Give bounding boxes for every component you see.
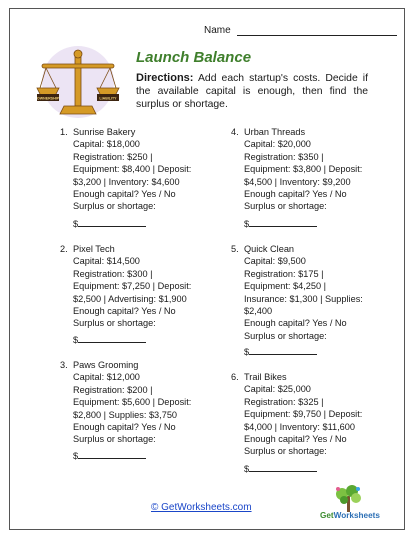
problem-body <box>73 126 228 213</box>
problem-line: Equipment: $3,800 | Deposit: <box>244 164 363 175</box>
problem-line: Capital: $12,000 <box>73 372 140 383</box>
problem-line: $2,500 | Advertising: $1,900 <box>73 293 187 304</box>
problem-line: Surplus or shortage: <box>73 434 156 445</box>
problem-line: Enough capital? Yes / No <box>73 422 176 433</box>
answer-blank[interactable] <box>78 450 146 459</box>
problem-body <box>244 126 399 213</box>
problem-line: Enough capital? Yes / No <box>244 318 347 329</box>
answer-prefix: $ <box>244 464 250 474</box>
problem-company-name: Urban Threads <box>244 127 306 137</box>
answer-field <box>244 346 317 358</box>
problem-line: Enough capital? Yes / No <box>73 189 176 200</box>
problem-number: 5. <box>231 244 239 254</box>
problem-number: 1. <box>60 127 68 137</box>
problem-body <box>73 359 228 446</box>
problem-body <box>244 243 399 342</box>
answer-prefix: $ <box>73 451 79 461</box>
footer-link[interactable]: © GetWorksheets.com <box>151 502 252 513</box>
directions-text: Add each startup's costs. Decide if the available capital is enough, then find the surplus or shortage. <box>136 73 368 110</box>
problem-line: $2,800 | Supplies: $3,750 <box>73 409 178 420</box>
name-blank[interactable] <box>237 26 397 36</box>
problem-line: $4,000 | Inventory: $11,600 <box>244 421 356 432</box>
problem-company-name: Pixel Tech <box>73 244 115 254</box>
problem-line: Enough capital? Yes / No <box>244 189 347 200</box>
answer-blank[interactable] <box>78 218 146 227</box>
answer-prefix: $ <box>244 347 250 357</box>
problem-line: $2,400 <box>244 306 273 317</box>
directions <box>136 72 368 111</box>
problem-body <box>73 243 228 330</box>
problem-number: 6. <box>231 372 239 382</box>
problem-number: 3. <box>60 360 68 370</box>
problem-line: Capital: $14,500 <box>73 256 140 267</box>
answer-field <box>73 218 146 230</box>
name-field <box>204 25 397 36</box>
problem-company-name: Quick Clean <box>244 244 295 254</box>
problem-company-name: Paws Grooming <box>73 360 139 370</box>
directions-label: Directions: <box>136 72 194 84</box>
problem-line: $3,200 | Inventory: $4,600 <box>73 176 180 187</box>
problem-number: 2. <box>60 244 68 254</box>
problem-body <box>244 371 399 458</box>
problem-line: Registration: $325 | <box>244 396 324 407</box>
problem-line: Equipment: $7,250 | Deposit: <box>73 281 192 292</box>
problem-line: Equipment: $9,750 | Deposit: <box>244 409 363 420</box>
problem-line: Enough capital? Yes / No <box>73 306 176 317</box>
answer-field <box>244 218 317 230</box>
problem-line: Equipment: $4,250 | <box>244 281 327 292</box>
problem-line: Surplus or shortage: <box>244 330 327 341</box>
problem-line: Equipment: $5,600 | Deposit: <box>73 397 192 408</box>
answer-blank[interactable] <box>249 218 317 227</box>
problem-line: Surplus or shortage: <box>73 318 156 329</box>
problem-line: Enough capital? Yes / No <box>244 434 347 445</box>
name-label: Name <box>204 25 231 36</box>
problem-line: Registration: $300 | <box>73 268 153 279</box>
problem-company-name: Trail Bikes <box>244 372 287 382</box>
answer-blank[interactable] <box>78 334 146 343</box>
problem-line: Insurance: $1,300 | Supplies: <box>244 293 363 304</box>
answer-blank[interactable] <box>249 346 317 355</box>
problem-line: Registration: $200 | <box>73 384 153 395</box>
answer-field <box>244 463 317 475</box>
problem-line: Capital: $18,000 <box>73 139 140 150</box>
problem-line: Capital: $9,500 <box>244 256 306 267</box>
problem-line: Registration: $350 | <box>244 151 324 162</box>
problem-line: Registration: $250 | <box>73 151 153 162</box>
answer-prefix: $ <box>244 219 250 229</box>
problem-line: Surplus or shortage: <box>244 201 327 212</box>
balance-scale-icon <box>34 44 122 122</box>
problem-line: $4,500 | Inventory: $9,200 <box>244 176 351 187</box>
answer-prefix: $ <box>73 335 79 345</box>
right-pan-label: LIABILITY <box>99 96 117 101</box>
problem-line: Registration: $175 | <box>244 268 324 279</box>
problem-line: Surplus or shortage: <box>73 201 156 212</box>
problem-line: Equipment: $8,400 | Deposit: <box>73 164 192 175</box>
problem-number: 4. <box>231 127 239 137</box>
logo-text <box>320 511 380 520</box>
worksheet-title: Launch Balance <box>136 49 252 66</box>
left-pan-label: OWNERSHIP <box>36 96 60 101</box>
problem-company-name: Sunrise Bakery <box>73 127 136 137</box>
answer-prefix: $ <box>73 219 79 229</box>
logo-text-part1: Get <box>320 511 334 520</box>
problem-line: Capital: $25,000 <box>244 384 311 395</box>
logo-text-part2: Worksheets <box>333 511 380 520</box>
problem-line: Surplus or shortage: <box>244 446 327 457</box>
answer-field <box>73 334 146 346</box>
answer-blank[interactable] <box>249 463 317 472</box>
problem-line: Capital: $20,000 <box>244 139 311 150</box>
answer-field <box>73 450 146 462</box>
